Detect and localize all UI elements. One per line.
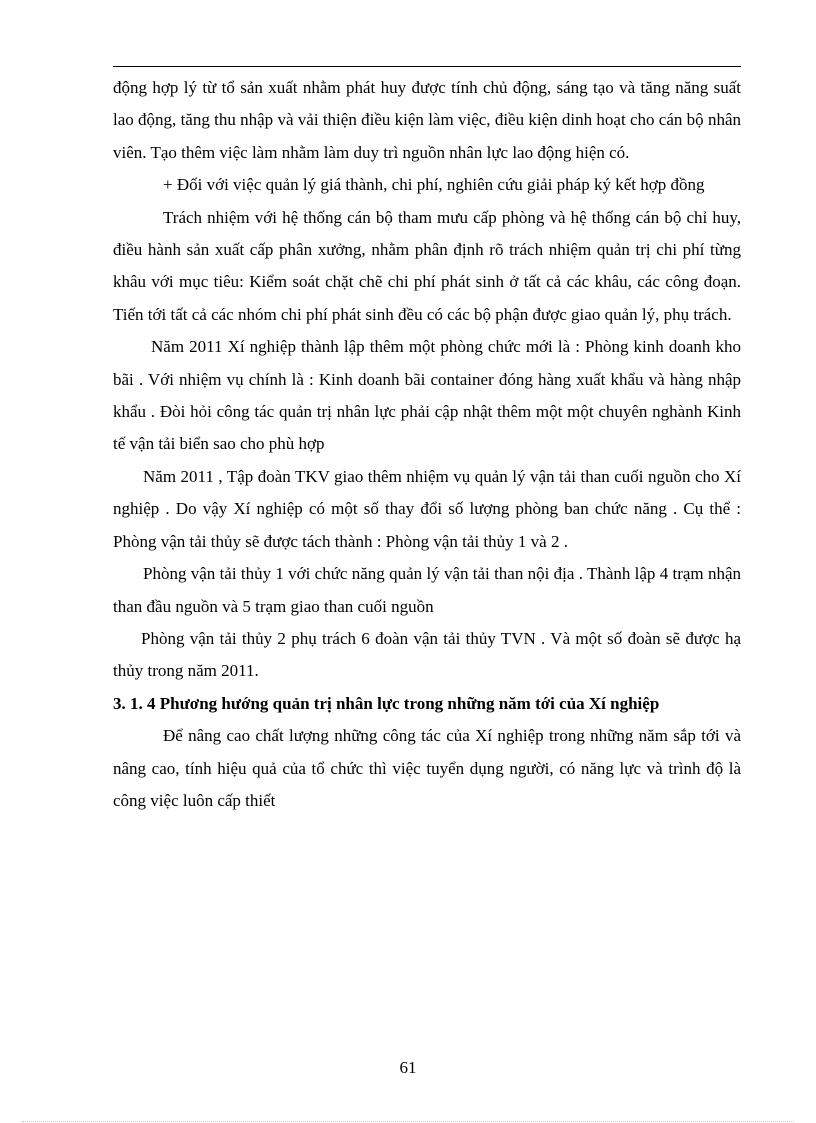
paragraph-cost-management-item: + Đối với việc quản lý giá thành, chi phí, nghiên cứu giải pháp ký kết hợp đồng <box>163 175 705 195</box>
section-heading: 3. 1. 4 Phương hướng quản trị nhân lực trong những năm tới của Xí nghiệp <box>113 693 660 713</box>
paragraph-tkv-assignment: Năm 2011 , Tập đoàn TKV giao thêm nhiệm vụ quản lý vận tải than cuối nguồn cho Xí nghiệp . Do vậy Xí nghiệp có một số thay đổi số lượng phòng ban chức năng . Cụ thể : Phòng vận tải thủy sẽ được tách thành : Phòng vận tải thủy 1 và 2 . <box>113 466 741 551</box>
paragraph-labor-continuation: động hợp lý từ tổ sản xuất nhằm phát huy được tính chủ động, sáng tạo và tăng năng suất lao động, tăng thu nhập và vải thiện điều kiện làm việc, điều kiện dinh hoạt cho cán bộ nhân viên. Tạo thêm việc làm nhằm làm duy trì nguồn nhân lực lao động hiện có. <box>113 78 741 162</box>
paragraph-transport-dept-1: Phòng vận tải thủy 1 với chức năng quản lý vận tải than nội địa . Thành lập 4 trạm nhận than đầu nguồn và 5 trạm giao than cuối nguồn <box>113 564 741 616</box>
header-rule <box>113 66 741 67</box>
paragraph-transport-dept-2: Phòng vận tải thủy 2 phụ trách 6 đoàn vận tải thủy TVN . Và một số đoàn sẽ được hạ thủy trong năm 2011. <box>113 628 741 681</box>
paragraph-closing: Để nâng cao chất lượng những công tác của Xí nghiệp trong những năm sắp tới và nâng cao, tính hiệu quả của tổ chức thì việc tuyển dụng người, có năng lực và trình độ là công việc luôn cấp thiết <box>113 726 741 810</box>
paragraph-warehouse-department: Năm 2011 Xí nghiệp thành lập thêm một phòng chức mới là : Phòng kinh doanh kho bãi . Với nhiệm vụ chính là : Kinh doanh bãi container đóng hàng xuất khẩu và hàng nhập khẩu . Đòi hỏi công tác quản trị nhân lực phải cập nhật thêm một một chuyên nghành Kinh tế vận tải biển sao cho phù hợp <box>113 337 741 454</box>
paragraph-responsibility: Trách nhiệm với hệ thống cán bộ tham mưu cấp phòng và hệ thống cán bộ chỉ huy, điều hành sản xuất cấp phân xưởng, nhằm phân định rõ trách nhiệm quản trị chi phí từng khâu với mục tiêu: Kiểm soát chặt chẽ chi phí phát sinh ở tất cả các khâu, các công đoạn. Tiến tới tất cả các nhóm chi phí phát sinh đều có các bộ phận được giao quản lý, phụ trách. <box>113 207 741 324</box>
page-body <box>113 72 741 817</box>
page-bottom-border <box>22 1121 794 1122</box>
page-number: 61 <box>399 1058 417 1077</box>
